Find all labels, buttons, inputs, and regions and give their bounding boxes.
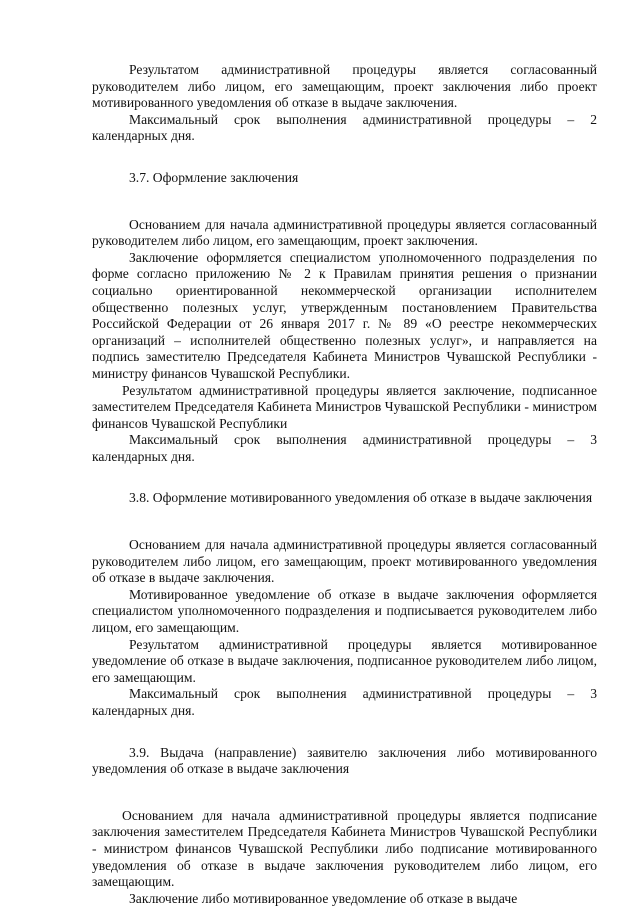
paragraph-basis-3-9: Основанием для начала административной процедуры является подписание заключения заместителем Председателя Кабинета Министров Чувашской Республики - министром финансов Чувашской Республики либо подписание мотивированного уведомления об отказе в выдаче заключения руководителем либо лицом, его замещающим. xyxy=(92,807,597,890)
paragraph-max-term-3-7: Максимальный срок выполнения административной процедуры – 3 календарных дня. xyxy=(92,432,597,464)
paragraph-result-3-8: Результатом административной процедуры является мотивированное уведомление об отказе в выдаче заключения, подписанное руководителем либо лицом, его замещающим. xyxy=(92,636,597,685)
document-body xyxy=(92,62,597,907)
paragraph-result-3-7: Результатом административной процедуры является заключение, подписанное заместителем Председателя Кабинета Министров Чувашской Республики - министром финансов Чувашской Республики xyxy=(92,382,597,431)
paragraph-max-term-2-days: Максимальный срок выполнения административной процедуры – 2 календарных дня. xyxy=(92,111,597,144)
paragraph-basis-3-7: Основанием для начала административной процедуры является согласованный руководителем либо лицом, его замещающим, проект заключения. xyxy=(92,216,597,249)
paragraph-refusal-drafting: Мотивированное уведомление об отказе в выдаче заключения оформляется специалистом уполномоченного подразделения и подписывается руководителем либо лицом, его замещающим. xyxy=(92,586,597,636)
paragraph-conclusion-drafting: Заключение оформляется специалистом уполномоченного подразделения по форме согласно приложению № 2 к Правилам принятия решения о признании социально ориентированной некоммерческой организации исполнителем общественно полезных услуг, утвержденным постановлением Правительства Российской Федерации от 26 января 2017 г. № 89 «О реестре некоммерческих организаций – исполнителей общественно полезных услуг», и направляется на подпись заместителю Председателя Кабинета Министров Чувашской Республики - министру финансов Чувашской Республики. xyxy=(92,249,597,381)
paragraph-result-agreed-draft: Результатом административной процедуры является согласованный руководителем либо лицом, его замещающим, проект заключения либо проект мотивированного уведомления об отказе в выдаче заключения. xyxy=(92,62,597,111)
section-heading-3-8: 3.8. Оформление мотивированного уведомления об отказе в выдаче заключения xyxy=(129,490,593,506)
paragraph-basis-3-8: Основанием для начала административной процедуры является согласованный руководителем либо лицом, его замещающим, проект мотивированного уведомления об отказе в выдаче заключения. xyxy=(92,537,597,586)
paragraph-issuance-start: Заключение либо мотивированное уведомление об отказе в выдаче xyxy=(129,890,518,906)
section-heading-3-9: 3.9. Выдача (направление) заявителю заключения либо мотивированного уведомления об отказе в выдаче заключения xyxy=(92,744,597,777)
section-heading-3-7: 3.7. Оформление заключения xyxy=(129,169,299,185)
paragraph-max-term-3-8: Максимальный срок выполнения административной процедуры – 3 календарных дня. xyxy=(92,686,597,718)
